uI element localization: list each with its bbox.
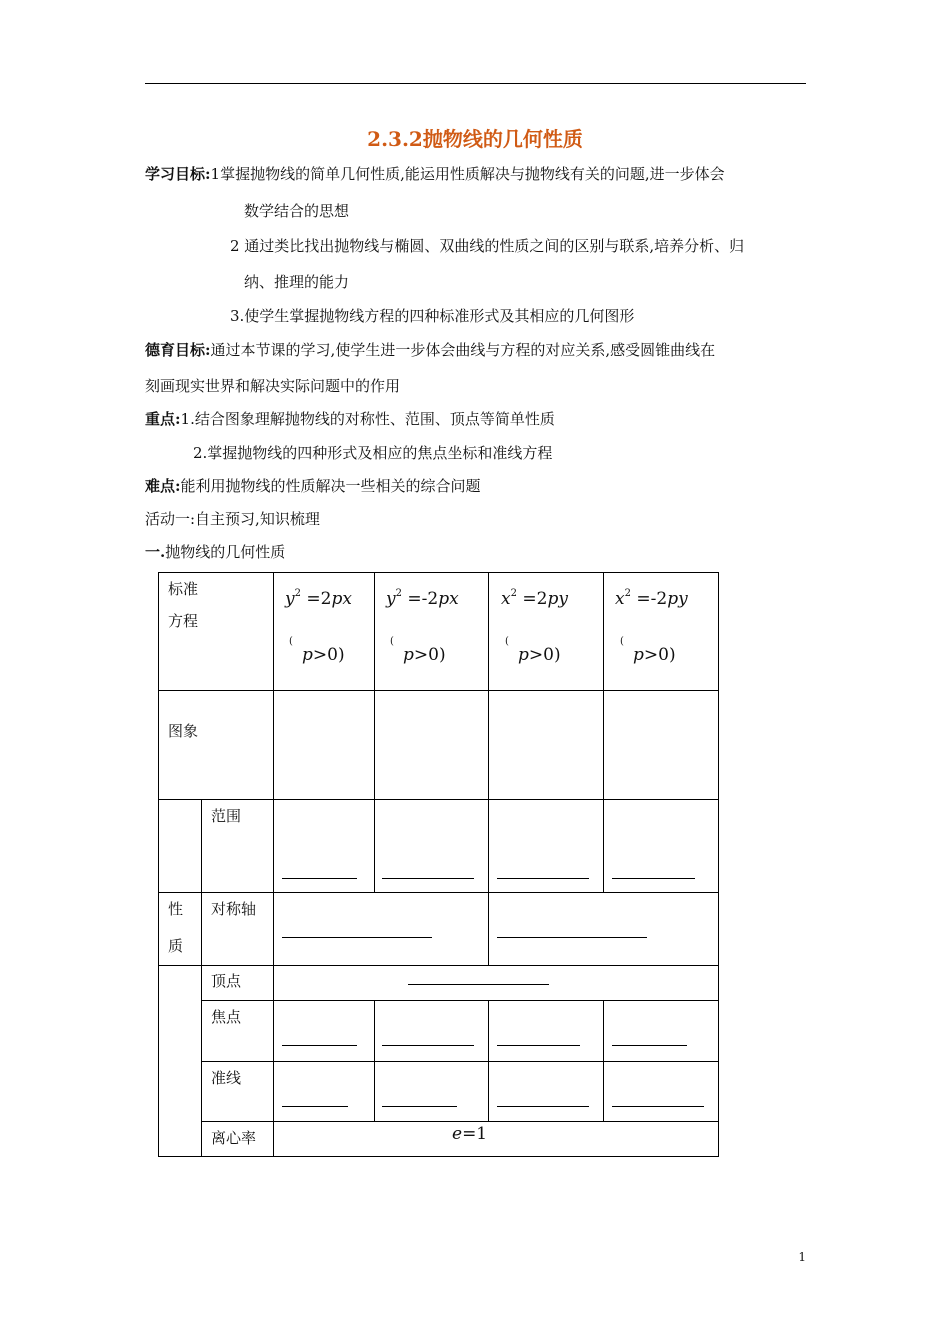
eq1-rhs: px bbox=[331, 589, 352, 609]
eq1-var: y bbox=[285, 589, 295, 609]
key-points-label: 重点: bbox=[145, 410, 181, 428]
condition-1 bbox=[302, 645, 345, 665]
cond1-rest: >0) bbox=[312, 645, 345, 665]
activity-heading: 活动一:自主预习,知识梳理 bbox=[145, 510, 320, 528]
focus-blank-4[interactable] bbox=[612, 1045, 687, 1046]
difficulty-label: 难点: bbox=[145, 477, 181, 495]
goal-1-text: 1掌握抛物线的简单几何性质,能运用性质解决与抛物线有关的问题,进一步体会 bbox=[210, 165, 725, 183]
focus-label: 焦点 bbox=[211, 1008, 242, 1026]
std-eq-label-1: 标准 bbox=[168, 580, 199, 598]
eq3-var: x bbox=[501, 589, 511, 609]
range-blank-2[interactable] bbox=[382, 878, 474, 879]
eq2-rhs: px bbox=[438, 589, 459, 609]
focus-blank-1[interactable] bbox=[282, 1045, 357, 1046]
eq4-var: x bbox=[615, 589, 625, 609]
cond2-rest: >0) bbox=[413, 645, 446, 665]
cond2-open-paren: ( bbox=[390, 636, 394, 647]
cond3-var: p bbox=[518, 645, 529, 665]
std-eq-label-2: 方程 bbox=[168, 612, 199, 630]
cond4-rest: >0) bbox=[643, 645, 676, 665]
eq2-eq: =-2 bbox=[407, 589, 439, 609]
directrix-label: 准线 bbox=[211, 1069, 242, 1087]
range-blank-1[interactable] bbox=[282, 878, 357, 879]
cond2-var: p bbox=[403, 645, 414, 665]
eccentricity-label: 离心率 bbox=[211, 1129, 257, 1147]
equation-4 bbox=[615, 589, 688, 609]
vertex-blank[interactable] bbox=[408, 984, 549, 985]
eq4-exp: 2 bbox=[624, 588, 631, 599]
property-label-1: 性 bbox=[168, 900, 184, 918]
moral-goals-continued: 刻画现实世界和解决实际问题中的作用 bbox=[145, 377, 401, 395]
eq3-exp: 2 bbox=[510, 588, 517, 599]
ecc-eq: =1 bbox=[462, 1124, 488, 1144]
eq1-exp: 2 bbox=[294, 588, 301, 599]
goal-2-continued: 纳、推理的能力 bbox=[244, 273, 350, 291]
graph-label: 图象 bbox=[168, 722, 199, 740]
key-point-1: 1.结合图象理解抛物线的对称性、范围、顶点等简单性质 bbox=[180, 410, 555, 428]
eq3-eq: =2 bbox=[522, 589, 548, 609]
axis-blank-1[interactable] bbox=[282, 937, 432, 938]
learning-goals-label: 学习目标: bbox=[145, 165, 211, 183]
cond1-var: p bbox=[302, 645, 313, 665]
directrix-blank-3[interactable] bbox=[497, 1106, 589, 1107]
moral-goals-text: 通过本节课的学习,使学生进一步体会曲线与方程的对应关系,感受圆锥曲线在 bbox=[210, 341, 716, 359]
condition-4 bbox=[633, 645, 676, 665]
key-point-2: 2.掌握抛物线的四种形式及相应的焦点坐标和准线方程 bbox=[193, 444, 553, 462]
directrix-blank-1[interactable] bbox=[282, 1106, 348, 1107]
directrix-blank-2[interactable] bbox=[382, 1106, 457, 1107]
eq4-rhs: py bbox=[667, 589, 688, 609]
goal-1-continued: 数学结合的思想 bbox=[244, 202, 350, 220]
eccentricity-value bbox=[452, 1124, 487, 1144]
property-label-2: 质 bbox=[168, 937, 184, 955]
goal-2-text: 2 通过类比找出抛物线与椭圆、双曲线的性质之间的区别与联系,培养分析、归 bbox=[230, 237, 745, 255]
directrix-blank-4[interactable] bbox=[612, 1106, 704, 1107]
page-title: 2.3.2抛物线的几何性质 bbox=[367, 127, 583, 151]
eq2-var: y bbox=[386, 589, 396, 609]
difficulty-text: 能利用抛物线的性质解决一些相关的综合问题 bbox=[180, 477, 481, 495]
cond4-var: p bbox=[633, 645, 644, 665]
page-number: 1 bbox=[798, 1250, 806, 1264]
goal-3-text: 3.使学生掌握抛物线方程的四种标准形式及其相应的几何图形 bbox=[230, 307, 635, 325]
vertex-label: 顶点 bbox=[211, 972, 242, 990]
equation-3 bbox=[501, 589, 568, 609]
cond3-open-paren: ( bbox=[505, 636, 509, 647]
moral-goals-label: 德育目标: bbox=[145, 341, 211, 359]
eq2-exp: 2 bbox=[395, 588, 402, 599]
focus-blank-3[interactable] bbox=[497, 1045, 580, 1046]
range-blank-4[interactable] bbox=[612, 878, 695, 879]
focus-blank-2[interactable] bbox=[382, 1045, 474, 1046]
cond4-open-paren: ( bbox=[620, 636, 624, 647]
range-label: 范围 bbox=[211, 807, 242, 825]
section-title: 抛物线的几何性质 bbox=[165, 543, 286, 561]
condition-3 bbox=[518, 645, 561, 665]
range-blank-3[interactable] bbox=[497, 878, 589, 879]
axis-blank-2[interactable] bbox=[497, 937, 647, 938]
cond3-rest: >0) bbox=[528, 645, 561, 665]
condition-2 bbox=[403, 645, 446, 665]
eq4-eq: =-2 bbox=[636, 589, 668, 609]
eq3-rhs: py bbox=[547, 589, 568, 609]
section-number: 一. bbox=[145, 543, 166, 561]
eq1-eq: =2 bbox=[306, 589, 332, 609]
ecc-var: e bbox=[452, 1124, 463, 1144]
equation-1 bbox=[285, 589, 352, 609]
equation-2 bbox=[386, 589, 459, 609]
axis-label: 对称轴 bbox=[211, 900, 257, 918]
cond1-open-paren: ( bbox=[289, 636, 293, 647]
